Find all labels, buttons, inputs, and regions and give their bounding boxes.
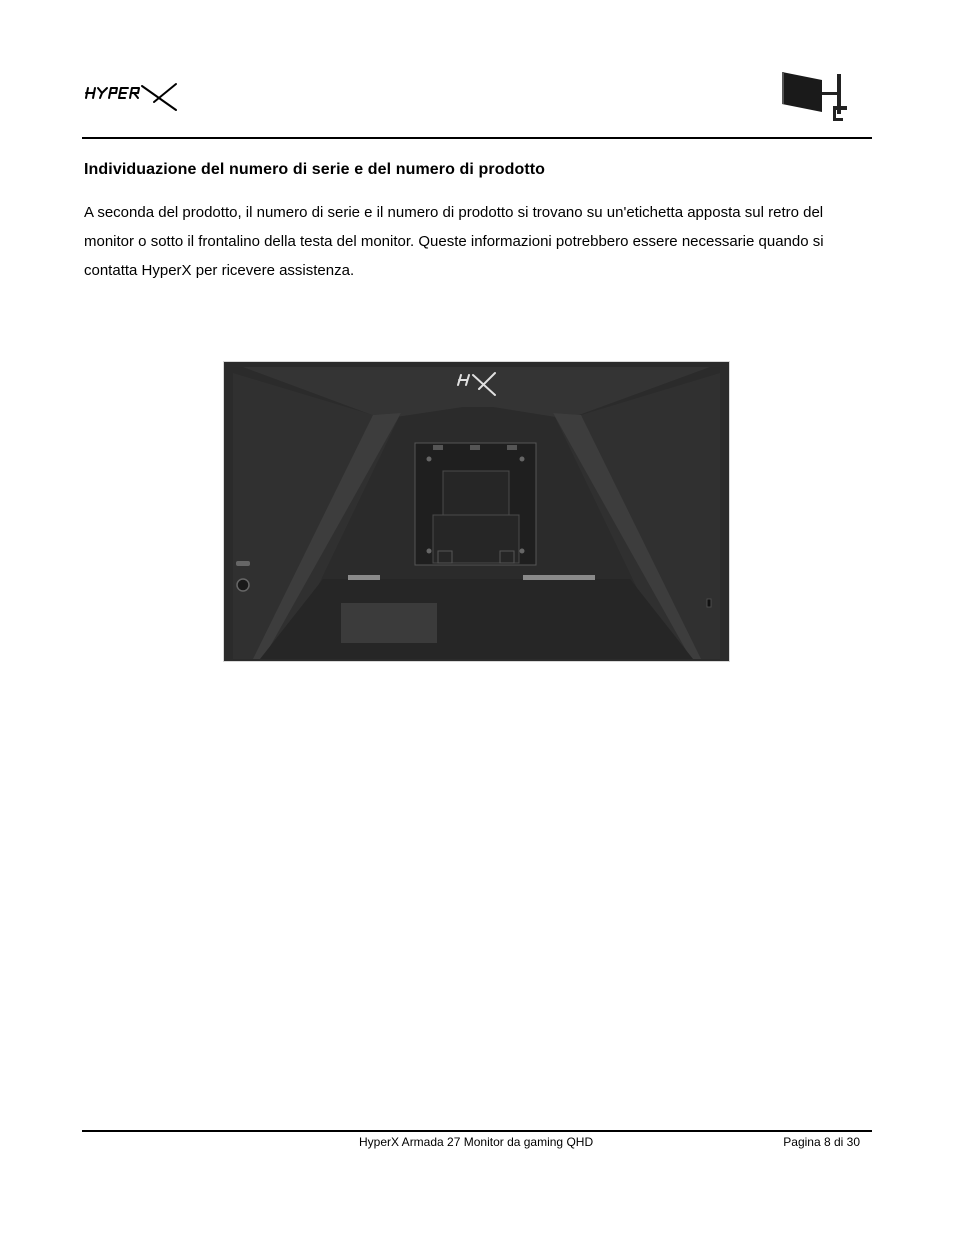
header-divider bbox=[82, 137, 872, 139]
monitor-arm-clamp-icon bbox=[778, 70, 852, 124]
section-paragraph: A seconda del prodotto, il numero di serie e il numero di prodotto si trovano su un'etichetta apposta sul retro del monitor o sotto il frontalino della testa del monitor. Queste informazioni potrebbero essere necessarie quando si contatta HyperX per ricevere assistenza. bbox=[84, 204, 824, 279]
footer-document-title: HyperX Armada 27 Monitor da gaming QHD bbox=[359, 1135, 594, 1149]
hyperx-logo-icon bbox=[84, 80, 184, 112]
section-heading: Individuazione del numero di serie e del numero di prodotto bbox=[84, 161, 546, 178]
footer-page-number: Pagina 8 di 30 bbox=[783, 1135, 860, 1149]
monitor-rear-view-illustration bbox=[223, 361, 730, 662]
footer-divider bbox=[82, 1130, 872, 1132]
